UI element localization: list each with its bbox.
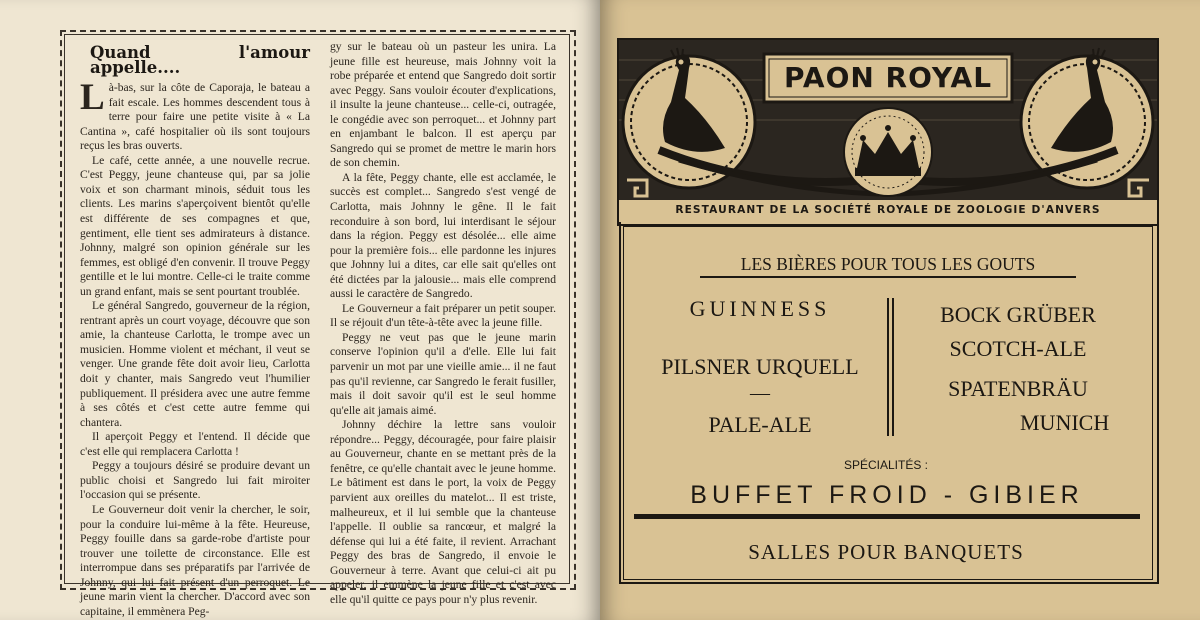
beer-spaten: SPATENBRÄU bbox=[948, 376, 1088, 401]
beer-dash: — bbox=[750, 382, 770, 404]
column-divider bbox=[892, 298, 894, 436]
dropcap: L bbox=[80, 77, 105, 119]
article-paragraph: Le Gouverneur doit venir la chercher, le soir, pour la conduire lui-même à la fête. Heureuse, Peggy fouille dans sa garde-robe d'artiste pour trouver une toilette de circonstance. Elle est interrompue dans ses préparatifs par l'arrivée de Johnny, qui lui fait présent d'un perroquet. Le jeune marin vient la chercher. D'accord avec son capitaine, il emmènera Peg- bbox=[80, 502, 310, 618]
beer-pilsner: PILSNER URQUELL bbox=[661, 354, 859, 379]
banquets-text: SALLES POUR BANQUETS bbox=[748, 540, 1024, 564]
article-paragraph: A la fête, Peggy chante, elle est acclamée, le succès est complet... Sangredo s'est vengé de Carlotta, mais Johnny le gêne. Il le fait reconduire à son bord, lui interdisant le séjour dans la région. Peggy est désolée... elle aime pour la première fois... elle pardonne les injures que Johnny lui a dites, car elle sait qu'elles ont été dictées par la jalousie... mais elle comprend aussi le caractère de Sangredo. bbox=[330, 170, 556, 301]
crown-icon bbox=[844, 108, 932, 196]
beer-guinness: GUINNESS bbox=[689, 296, 831, 321]
article-title: Quand l'amour appelle.... bbox=[90, 43, 310, 77]
article-paragraph: Le général Sangredo, gouverneur de la région, rentrant après un court voyage, découvre que son amie, la chanteuse Carlotta, le trompe avec un musicien. Homme violent et méchant, il veut se venger. Une grande fête doit avoir lieu, Carlotta doit y chanter, mais Sangredo veut l'humilier publiquement. Il présidera avec une autre femme à ses côtés et c'est cette autre femme qui chantera. bbox=[80, 299, 310, 429]
right-page bbox=[600, 0, 1200, 620]
paon-royal-banner bbox=[617, 38, 1159, 226]
article-paragraph: Peggy ne veut pas que le jeune marin conserve l'opinion qu'il a d'elle. Elle lui fait parvenir un mot par une vieille amie... il ne faut pas qu'il revienne, car Sangredo le ferait fusiller, mais il doit savoir qu'il est le seul homme qu'elle ait jamais aimé. bbox=[330, 330, 556, 417]
brand-title: PAON ROYAL bbox=[783, 61, 993, 94]
article-column-1 bbox=[80, 40, 310, 619]
banner-subtitle: RESTAURANT DE LA SOCIÉTÉ ROYALE DE ZOOLOGIE D'ANVERS bbox=[675, 204, 1101, 216]
specialites-underline bbox=[634, 514, 1140, 519]
article-paragraph: Il aperçoit Peggy et l'entend. Il décide que c'est elle qui remplacera Carlotta ! bbox=[80, 430, 310, 458]
article-paragraph: Le Gouverneur a fait préparer un petit souper. Il se réjouit d'un tête-à-tête avec la jeune fille. bbox=[330, 301, 556, 330]
specialites-text: BUFFET FROID - GIBIER bbox=[690, 481, 1084, 509]
article-column-2 bbox=[330, 40, 556, 607]
heading-underline bbox=[700, 276, 1076, 278]
article-paragraph: Peggy a toujours désiré se produire devant un public choisi et Sangredo lui fait miroiter l'occasion qui se présente. bbox=[80, 459, 310, 502]
column-divider bbox=[887, 298, 889, 436]
specialites-label: SPÉCIALITÉS : bbox=[843, 458, 929, 472]
article-paragraph: Là-bas, sur la côte de Caporaja, le bateau a fait escale. Les hommes descendent tous à terre pour faire une petite visite à « La Cantina », café hospitalier où ils sont toujours reçus les bras ouverts. bbox=[80, 77, 310, 153]
beer-pale-ale: PALE-ALE bbox=[708, 412, 812, 437]
beer-bock: BOCK GRÜBER bbox=[940, 302, 1096, 327]
article-paragraph: Le café, cette année, a une nouvelle recrue. C'est Peggy, jeune chanteuse qui, par sa jolie voix et son charmant minois, séduit tous les clients. Les marins s'aperçoivent bientôt qu'elle est différente de ses compagnes et que, gentiment, elle tient ses admirateurs à distance. Johnny, malgré son opinion générale sur les femmes, est obligé d'en convenir. Il trouve Peggy gentille et le lui montre. Celle-ci le traite comme un grand enfant, mais se sent pourtant troublée. bbox=[80, 153, 310, 298]
beer-munich: MUNICH bbox=[1020, 410, 1110, 435]
article-paragraph: Johnny déchire la lettre sans vouloir répondre... Peggy, découragée, pour faire plaisir au Gouverneur, chante en se mettant près de la fenêtre, ce qu'elle chantait avec le jeune homme. Le bâtiment est dans le port, la voix de Peggy parvient aux oreilles du matelot... Il est triste, malheureux, et il lui semble que la chanteuse l'appelle. Il oublie sa rancœur, et malgré la défense qui lui a été faite, il revient. Arrachant Peggy des bras de Sangredo, il envoie le Gouverneur à terre. Avant que celui-ci ait pu appeler, il emmène la jeune fille et c'est avec elle qu'il quitte ce pays pour n'y plus revenir. bbox=[330, 418, 556, 606]
beer-scotch: SCOTCH-ALE bbox=[949, 336, 1087, 361]
article-paragraph: gy sur le bateau où un pasteur les unira. La jeune fille est heureuse, mais Johnny voit la robe préparée et entend que Sangredo doit sortir avec Peggy. Sans vouloir écouter d'explications, il insulte la jeune chanteuse... celle-ci, outragée, le congédie avec son perroquet... et Johnny part en enjambant le balcon. Il est aperçu par Sangredo qui se promet de mettre le marin hors de son chemin. bbox=[330, 40, 556, 170]
beers-heading: LES BIÈRES POUR TOUS LES GOUTS bbox=[740, 254, 1036, 274]
